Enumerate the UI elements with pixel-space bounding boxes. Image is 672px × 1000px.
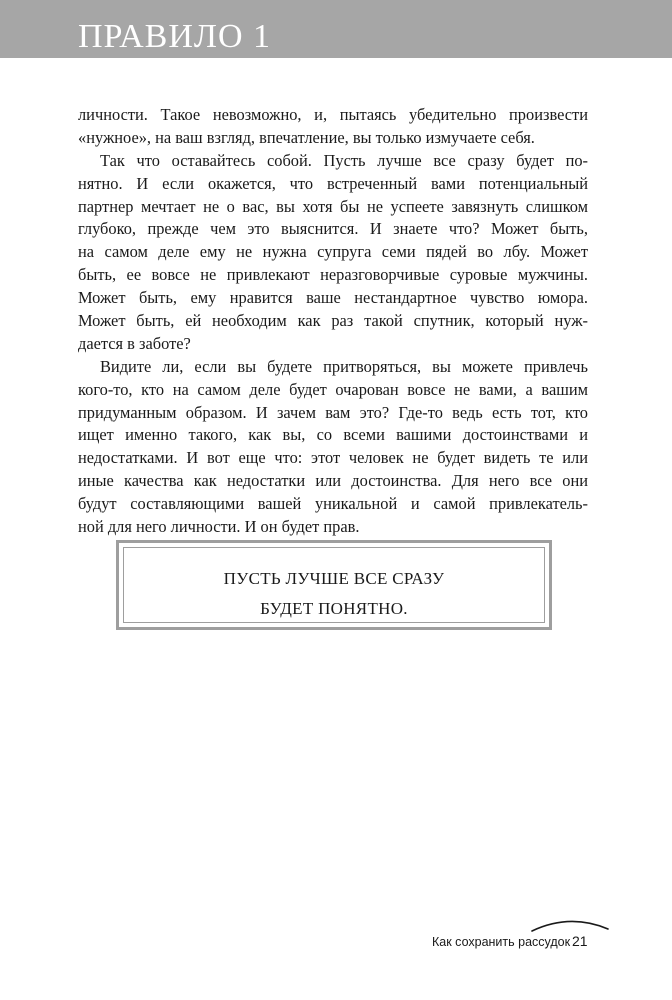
text-line: партнер мечтает не о вас, вы хотя бы не успеете завязнуть слишком	[78, 196, 588, 216]
pull-quote-inner-frame	[123, 547, 545, 623]
text-line: «нужное», на ваш взгляд, впечатление, вы только измучаете себя.	[78, 127, 535, 147]
text-line: быть, ее вовсе не привлекают неразговорчивые суровые мужчины.	[78, 265, 588, 285]
text-line: личности. Такое невозможно, и, пытаясь убедительно произвести	[78, 105, 588, 124]
text-line: кого-то, кто на самом деле будет очарован вовсе не вами, а вашим	[78, 379, 588, 399]
pull-quote-line: ПУСТЬ ЛУЧШЕ ВСЕ СРАЗУ	[223, 569, 445, 588]
text-line: Может быть, ему нравится ваше нестандартное чувство юмора.	[78, 288, 588, 308]
text-line: иные качества как недостатки или достоинства. Для него все они	[78, 471, 588, 491]
pull-quote-box	[116, 540, 552, 630]
text-line: на самом деле ему не нужна супруга семи пядей во лбу. Может	[78, 242, 588, 262]
text-line: глубоко, прежде чем это выяснится. И знаете что? Может быть,	[78, 219, 588, 239]
chapter-header-band	[0, 0, 672, 58]
text-line: Видите ли, если вы будете притворяться, вы можете привлечь	[100, 356, 588, 376]
text-line: Так что оставайтесь собой. Пусть лучше все сразу будет по-	[100, 150, 588, 170]
text-line: придуманным образом. И зачем вам это? Где-то ведь есть тот, кто	[78, 402, 588, 422]
page-number: 21	[572, 933, 588, 949]
text-line: Может быть, ей необходим как раз такой спутник, который нуж-	[78, 311, 588, 331]
text-line: ной для него личности. И он будет прав.	[78, 517, 360, 537]
pull-quote-line: БУДЕТ ПОНЯТНО.	[260, 599, 408, 618]
footer-swoosh-decoration	[530, 915, 610, 933]
text-line: ищет именно такого, как вы, со всеми вашими достоинствами и	[78, 425, 588, 445]
text-line: дается в заботе?	[78, 333, 191, 353]
body-text	[78, 104, 588, 539]
chapter-title: ПРАВИЛО 1	[78, 18, 272, 55]
text-line: нятно. И если окажется, что встреченный вами потенциальный	[78, 173, 588, 193]
text-line: будут составляющими вашей уникальной и самой привлекатель-	[78, 494, 588, 514]
running-footer-title: Как сохранить рассудок	[432, 935, 571, 949]
text-line: недостатками. И вот еще что: этот человек не будет видеть те или	[78, 448, 588, 468]
